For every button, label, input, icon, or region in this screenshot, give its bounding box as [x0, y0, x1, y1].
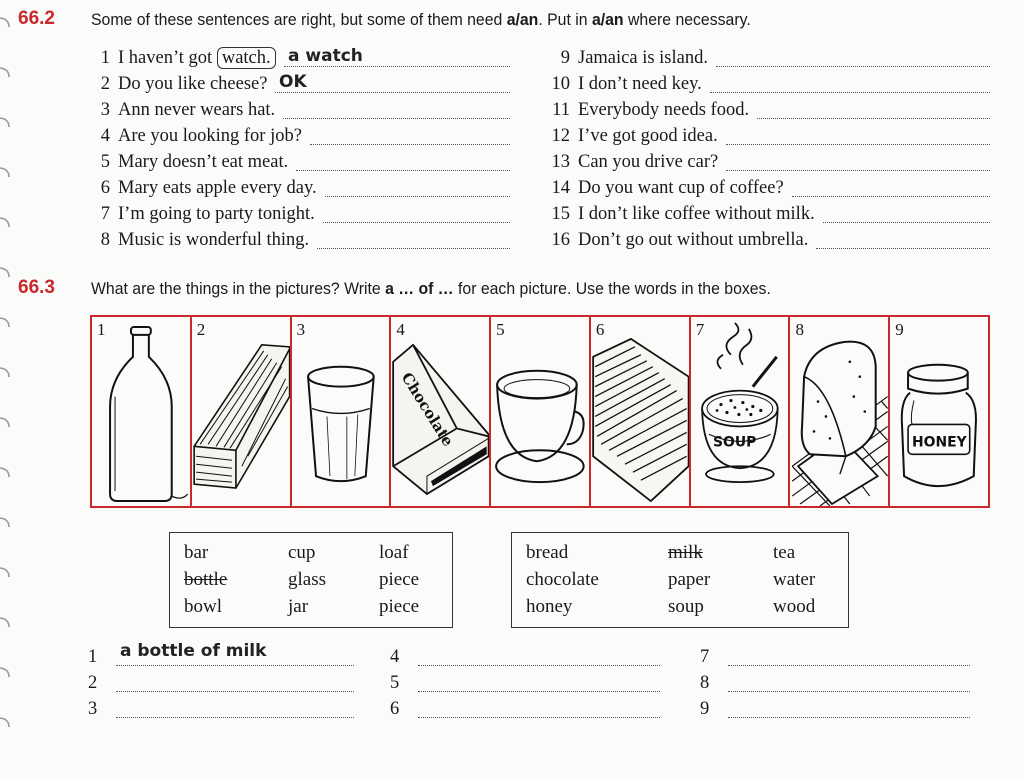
sentence-text: Do you like cheese? [118, 74, 268, 94]
answer-blank[interactable] [728, 717, 970, 718]
picture-number: 2 [196, 320, 206, 339]
bottle-icon [92, 317, 190, 506]
sentence-text: Music is wonderful thing. [118, 230, 310, 250]
answer-blank[interactable] [283, 118, 510, 119]
sentence-number: 11 [552, 100, 570, 120]
exercise-instruction: What are the things in the pictures? Write a … of … for each picture. Use the words in the boxes. [91, 279, 771, 298]
word-column [773, 539, 815, 620]
answer-blank[interactable] [757, 118, 990, 119]
answer-number: 6 [390, 699, 400, 719]
sentence-number: 15 [551, 204, 570, 224]
sentence-row [548, 45, 708, 71]
sentence-text: I’ve got good idea. [578, 126, 718, 146]
word-column [668, 539, 710, 620]
picture-paper [591, 317, 691, 506]
word-crossed-out: milk [668, 542, 703, 563]
sentence-number: 8 [100, 230, 110, 250]
word: bread [526, 542, 569, 563]
circled-word: watch. [217, 47, 276, 69]
answer-blank[interactable] [284, 66, 510, 67]
honey-jar-icon [890, 317, 988, 506]
sentence-row [88, 201, 315, 227]
sentence-row [88, 45, 276, 71]
soup-bowl-icon [691, 317, 789, 506]
bread-loaf-icon [790, 317, 888, 506]
sentence-row [548, 175, 784, 201]
word: piece [379, 569, 420, 590]
picture-number: 1 [97, 320, 106, 339]
sentence-row [88, 71, 267, 97]
answer-blank[interactable] [418, 717, 660, 718]
answer-blank[interactable] [418, 665, 660, 666]
answer-blank[interactable] [116, 717, 354, 718]
cup-icon [491, 317, 589, 506]
sentence-row [548, 149, 718, 175]
sentence-number: 5 [100, 152, 110, 172]
word: wood [773, 596, 816, 617]
picture-honey [890, 317, 988, 506]
chocolate-label: Chocolate [398, 369, 458, 450]
answer-number: 3 [88, 699, 98, 719]
sentence-number: 7 [100, 204, 110, 224]
word: tea [773, 542, 796, 563]
sentence-number: 16 [551, 230, 570, 250]
answer-number: 2 [88, 673, 98, 693]
answer-blank[interactable] [716, 66, 990, 67]
picture-number: 3 [296, 320, 306, 339]
word-crossed-out: bottle [184, 569, 228, 590]
picture-strip [90, 315, 990, 508]
answer-blank[interactable] [296, 170, 510, 171]
word: bowl [184, 596, 222, 617]
glass-icon [292, 317, 390, 506]
word-column [526, 539, 599, 620]
sentence-row [548, 97, 749, 123]
sentence-row [88, 175, 317, 201]
sentence-text: Everybody needs food. [578, 100, 750, 120]
answer-blank[interactable] [726, 144, 990, 145]
sentence-row [548, 201, 815, 227]
sentence-number: 10 [551, 74, 570, 94]
soup-label: SOUP [712, 434, 757, 451]
answer-blank[interactable] [816, 248, 990, 249]
picture-chocolate [391, 317, 491, 506]
sentence-row [88, 123, 302, 149]
answer-blank[interactable] [823, 222, 990, 223]
spiral-binding [0, 0, 14, 779]
word-column [184, 539, 227, 620]
wood-block-icon [192, 317, 290, 506]
word: soup [668, 596, 704, 617]
sentence-text: I don’t need key. [578, 74, 702, 94]
picture-bottle [92, 317, 192, 506]
answer-blank[interactable] [323, 222, 510, 223]
picture-number: 5 [496, 320, 505, 339]
picture-glass [292, 317, 392, 506]
sentence-number: 2 [100, 74, 110, 94]
exercise-number: 66.2 [18, 8, 55, 29]
answer-blank[interactable] [728, 665, 970, 666]
sentence-text: Do you want cup of coffee? [578, 178, 784, 198]
sentence-number: 13 [551, 152, 570, 172]
answer-number: 8 [700, 673, 710, 693]
sentence-number: 3 [100, 100, 110, 120]
word: piece [379, 596, 420, 617]
sentence-row [88, 97, 275, 123]
sentence-text: Ann never wears hat. [118, 100, 276, 120]
word: bar [184, 542, 209, 563]
sentence-text: Don’t go out without umbrella. [578, 230, 809, 250]
word: glass [288, 569, 326, 590]
word-box-containers [169, 532, 453, 628]
answer-blank[interactable] [116, 665, 354, 666]
picture-cup [491, 317, 591, 506]
answer-number: 1 [88, 647, 98, 667]
paper-sheet-icon [591, 317, 689, 506]
word-column [288, 539, 326, 620]
picture-number: 4 [396, 320, 405, 339]
word: honey [526, 596, 573, 617]
sentence-number: 12 [551, 126, 570, 146]
picture-number: 9 [895, 320, 904, 339]
answer-blank[interactable] [325, 196, 510, 197]
sentence-number: 6 [100, 178, 110, 198]
sentence-number: 4 [100, 126, 110, 146]
sentence-row [88, 227, 309, 253]
sentence-number: 9 [560, 48, 570, 68]
answer-blank[interactable] [418, 691, 660, 692]
answer-blank[interactable] [275, 92, 510, 93]
sentence-row [548, 71, 702, 97]
answer-blank[interactable] [310, 144, 510, 145]
sentence-text: I haven’t got [118, 48, 217, 68]
word: water [773, 569, 816, 590]
sentence-text: Can you drive car? [578, 152, 719, 172]
sentence-number: 1 [100, 48, 110, 68]
word-column [379, 539, 419, 620]
picture-number: 7 [695, 320, 705, 339]
sentence-row [548, 227, 808, 253]
picture-number: 8 [795, 320, 804, 339]
word: jar [288, 596, 309, 617]
answer-number: 5 [390, 673, 400, 693]
sentence-number: 14 [551, 178, 570, 198]
answer-blank[interactable] [116, 691, 354, 692]
answer-blank[interactable] [710, 92, 990, 93]
sentence-text: Mary eats apple every day. [118, 178, 317, 198]
sentence-text: I don’t like coffee without milk. [578, 204, 815, 224]
answer-blank[interactable] [728, 691, 970, 692]
word: cup [288, 542, 316, 563]
sentence-text: Are you looking for job? [118, 126, 302, 146]
chocolate-bar-icon [391, 317, 489, 506]
sentence-text: Jamaica is island. [578, 48, 708, 68]
honey-label: HONEY [912, 434, 967, 451]
word: loaf [379, 542, 409, 563]
answer-number: 7 [700, 647, 710, 667]
exercise-number: 66.3 [18, 277, 55, 298]
picture-wood [192, 317, 292, 506]
word: paper [668, 569, 711, 590]
picture-soup [691, 317, 791, 506]
answer-blank[interactable] [726, 170, 990, 171]
handwritten-answer: OK [279, 72, 307, 92]
picture-bread [790, 317, 890, 506]
answer-blank[interactable] [317, 248, 510, 249]
sentence-row [88, 149, 288, 175]
word: chocolate [526, 569, 599, 590]
answer-blank[interactable] [792, 196, 990, 197]
word-box-contents [511, 532, 849, 628]
answer-number: 4 [390, 647, 400, 667]
answer-number: 9 [700, 699, 710, 719]
picture-number: 6 [595, 320, 605, 339]
sentence-row [548, 123, 718, 149]
handwritten-answer: a watch [288, 46, 363, 66]
sentence-text: I’m going to party tonight. [118, 204, 315, 224]
handwritten-answer: a bottle of milk [120, 641, 267, 661]
exercise-instruction: Some of these sentences are right, but some of them need a/an. Put in a/an where necessary. [91, 10, 751, 29]
sentence-text: Mary doesn’t eat meat. [118, 152, 289, 172]
